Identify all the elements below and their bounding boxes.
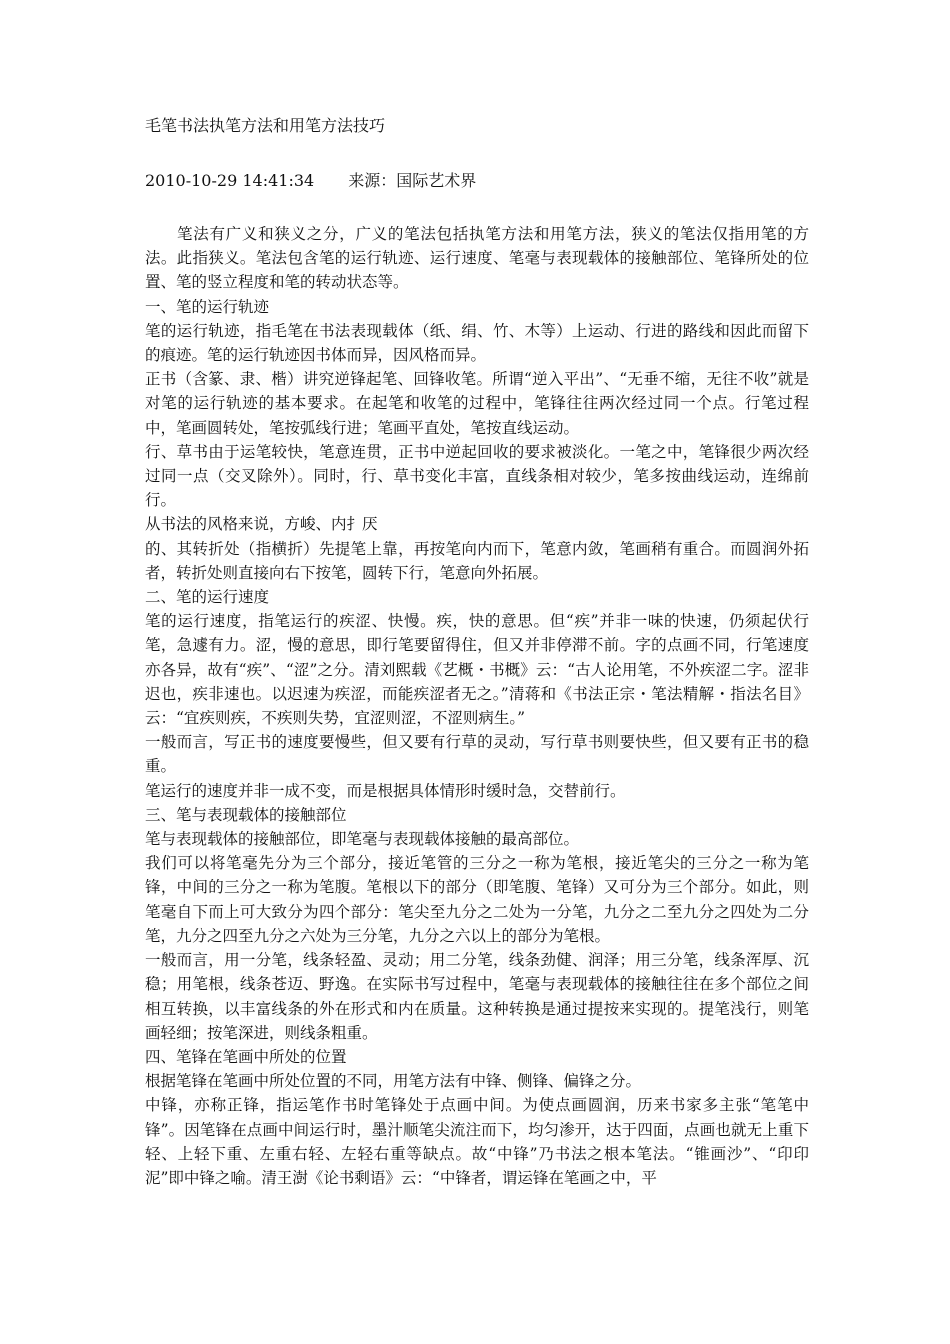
source-label: 来源：国际艺术界: [348, 171, 477, 190]
paragraph: 正书（含篆、隶、楷）讲究逆锋起笔、回锋收笔。所谓“逆入平出”、“无垂不缩，无往不收”就是对笔的运行轨迹的基本要求。在起笔和收笔的过程中，笔锋往往两次经过同一个点。行笔过程中，笔画圆转处，笔按弧线行进；笔画平直处，笔按直线运动。: [145, 370, 809, 437]
paragraph: 我们可以将笔毫先分为三个部分，接近笔管的三分之一称为笔根，接近笔尖的三分之一称为笔锋，中间的三分之一称为笔腹。笔根以下的部分（即笔腹、笔锋）又可分为三个部分。如此，则笔毫自下而上可大致分为四个部分：笔尖至九分之二处为一分笔，九分之二至九分之四处为二分笔，九分之四至九分之六处为三分笔，九分之六以上的部分为笔根。: [145, 854, 809, 945]
paragraph: 从书法的风格来说，方峻、内扌厌: [145, 515, 378, 534]
paragraph: 笔法有广义和狭义之分，广义的笔法包括执笔方法和用笔方法，狭义的笔法仅指用笔的方法。此指狭义。笔法包含笔的运行轨迹、运行速度、笔毫与表现载体的接触部位、笔锋所处的位置、笔的竖立程度和笔的转动状态等。: [145, 225, 809, 292]
paragraph: 中锋，亦称正锋，指运笔作书时笔锋处于点画中间。为使点画圆润，历来书家多主张“笔笔中锋”。因笔锋在点画中间运行时，墨汁顺笔尖流注而下，均匀渗开，达于四面，点画也就无上重下轻、上轻下重、左重右轻、左轻右重等缺点。故“中锋”乃书法之根本笔法。“锥画沙”、“印印泥”即中锋之喻。清王澍《论书剩语》云：“中锋者，谓运锋在笔画之中，平: [145, 1096, 809, 1187]
section-heading: 一、笔的运行轨迹: [145, 297, 270, 316]
paragraph: 笔与表现载体的接触部位，即笔毫与表现载体接触的最高部位。: [145, 830, 580, 849]
paragraph: 笔的运行速度，指笔运行的疾涩、快慢。疾，快的意思。但“疾”并非一味的快速，仍须起伏行笔，急遽有力。涩，慢的意思，即行笔要留得住，但又并非停滞不前。字的点画不同，行笔速度亦各异，故有“疾”、“涩”之分。清刘熙载《艺概・书概》云：“古人论用笔，不外疾涩二字。涩非迟也，疾非速也。以迟速为疾涩，而能疾涩者无之。”清蒋和《书法正宗・笔法精解・指法名目》云：“宜疾则疾，不疾则失势，宜涩则涩，不涩则病生。”: [145, 612, 809, 728]
paragraph: 行、草书由于运笔较快，笔意连贯，正书中逆起回收的要求被淡化。一笔之中，笔锋很少两次经过同一点（交叉除外）。同时，行、草书变化丰富，直线条相对较少，笔多按曲线运动，连绵前行。: [145, 442, 809, 510]
section-heading: 二、笔的运行速度: [145, 588, 270, 607]
paragraph: 笔的运行轨迹，指毛笔在书法表现载体（纸、绢、竹、木等）上运动、行进的路线和因此而留下的痕迹。笔的运行轨迹因书体而异，因风格而异。: [145, 321, 809, 365]
document-meta: [145, 167, 809, 195]
publish-date: 2010-10-29 14:41:34: [145, 171, 315, 190]
paragraph: 的、其转折处（指横折）先提笔上靠，再按笔向内而下，笔意内敛，笔画稍有重合。而圆润外拓者，转折处则直接向右下按笔，圆转下行，笔意向外拓展。: [145, 539, 809, 582]
document-body: [145, 222, 809, 1190]
document-page: [145, 112, 809, 1190]
section-heading: 四、笔锋在笔画中所处的位置: [145, 1047, 347, 1066]
document-title: 毛笔书法执笔方法和用笔方法技巧: [145, 116, 386, 135]
paragraph: 笔运行的速度并非一成不变，而是根据具体情形时缓时急，交替前行。: [145, 781, 626, 800]
paragraph: 根据笔锋在笔画中所处位置的不同，用笔方法有中锋、侧锋、偏锋之分。: [145, 1072, 642, 1091]
paragraph: 一般而言，写正书的速度要慢些，但又要有行草的灵动，写行草书则要快些，但又要有正书的稳重。: [145, 733, 809, 776]
paragraph: 一般而言，用一分笔，线条轻盈、灵动；用二分笔，线条劲健、润泽；用三分笔，线条浑厚、沉稳；用笔根，线条苍迈、野逸。在实际书写过程中，笔毫与表现载体的接触往往在多个部位之间相互转换，以丰富线条的外在形式和内在质量。这种转换是通过提按来实现的。提笔浅行，则笔画轻细；按笔深进，则线条粗重。: [145, 951, 809, 1042]
section-heading: 三、笔与表现载体的接触部位: [145, 805, 347, 824]
